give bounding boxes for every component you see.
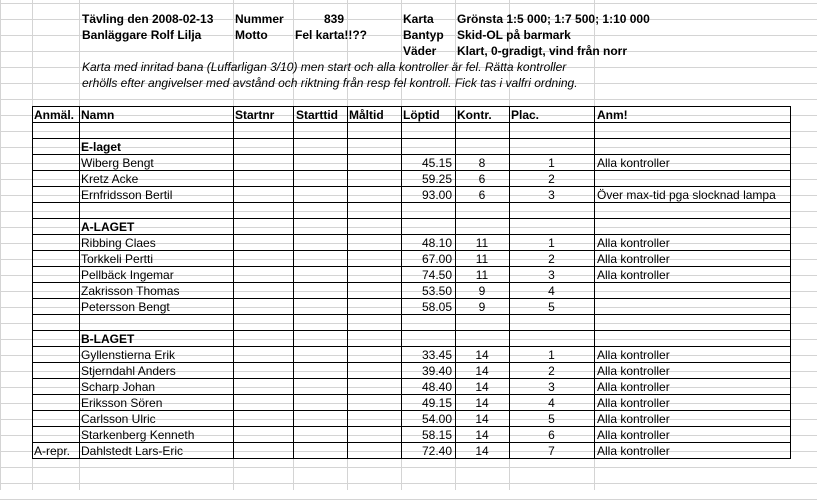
competition-date[interactable]: Tävling den 2008-02-13 xyxy=(82,12,214,26)
cell-kontr[interactable]: 9 xyxy=(478,284,486,298)
cell-loptid[interactable]: 59.25 xyxy=(421,172,452,186)
cell-plac[interactable]: 2 xyxy=(548,364,555,378)
cell-kontr[interactable]: 14 xyxy=(475,444,489,458)
cell-plac[interactable]: 1 xyxy=(548,156,555,170)
table-border-horizontal xyxy=(32,410,791,411)
cell-namn[interactable]: Dahlstedt Lars-Eric xyxy=(81,444,184,458)
cell-namn[interactable]: Kretz Acke xyxy=(81,172,139,186)
cell-loptid[interactable]: 48.40 xyxy=(421,380,452,394)
table-border-horizontal xyxy=(32,426,791,427)
cell-loptid[interactable]: 39.40 xyxy=(421,364,452,378)
cell-namn[interactable]: Petersson Bengt xyxy=(81,300,170,314)
course-type-value[interactable]: Skid-OL på barmark xyxy=(457,28,571,42)
col-anm[interactable]: Anm! xyxy=(597,108,628,122)
map-label[interactable]: Karta xyxy=(403,12,434,26)
table-border-horizontal xyxy=(32,282,791,283)
number-value[interactable]: 839 xyxy=(324,12,345,26)
cell-plac[interactable]: 2 xyxy=(548,252,555,266)
cell-plac[interactable]: 7 xyxy=(548,444,555,458)
gridline-horizontal xyxy=(0,99,817,100)
col-maltid[interactable]: Måltid xyxy=(349,108,384,122)
cell-loptid[interactable]: 67.00 xyxy=(421,252,452,266)
cell-kontr[interactable]: 14 xyxy=(475,348,489,362)
gridline-horizontal xyxy=(0,3,817,4)
table-border-horizontal xyxy=(32,186,791,187)
gridline-horizontal xyxy=(0,147,817,148)
cell-plac[interactable]: 1 xyxy=(548,348,555,362)
col-loptid[interactable]: Löptid xyxy=(403,108,440,122)
note-line-1[interactable]: Karta med inritad bana (Luffarligan 3/10) men start och alla kontroller är fel. Rätta kontroller xyxy=(82,60,567,74)
cell-anm[interactable]: Alla kontroller xyxy=(597,396,670,410)
cell-anm[interactable]: Alla kontroller xyxy=(597,348,670,362)
table-border-horizontal xyxy=(32,154,791,155)
cell-namn[interactable]: Stjerndahl Anders xyxy=(81,364,176,378)
cell-namn[interactable]: Gyllenstierna Erik xyxy=(81,348,176,362)
cell-anm[interactable]: Alla kontroller xyxy=(597,236,670,250)
cell-kontr[interactable]: 6 xyxy=(478,188,486,202)
cell-namn[interactable]: Starkenberg Kenneth xyxy=(81,428,195,442)
number-label[interactable]: Nummer xyxy=(235,12,284,26)
cell-plac[interactable]: 3 xyxy=(548,268,555,282)
col-starttid[interactable]: Starttid xyxy=(296,108,338,122)
cell-kontr[interactable]: 14 xyxy=(475,364,489,378)
table-border-horizontal xyxy=(32,330,791,331)
course-setter[interactable]: Banläggare Rolf Lilja xyxy=(82,28,202,42)
cell-plac[interactable]: 5 xyxy=(548,300,555,314)
gridline-horizontal xyxy=(0,323,817,324)
note-line-2[interactable]: erhölls efter angivelser med avstånd och riktning från resp fel kontroll. Fick tas i valfri ordning. xyxy=(82,76,578,90)
col-namn[interactable]: Namn xyxy=(81,108,115,122)
table-border-horizontal xyxy=(32,442,791,443)
cell-kontr[interactable]: 6 xyxy=(478,172,486,186)
group-title[interactable]: B-LAGET xyxy=(81,332,135,346)
cell-namn[interactable]: Carlsson Ulric xyxy=(81,412,156,426)
cell-loptid[interactable]: 53.50 xyxy=(421,284,452,298)
group-title[interactable]: E-laget xyxy=(81,140,122,154)
table-border-horizontal xyxy=(32,122,791,123)
cell-anm[interactable]: Alla kontroller xyxy=(597,252,670,266)
table-border-horizontal xyxy=(32,394,791,395)
table-border-horizontal xyxy=(32,202,791,203)
cell-kontr[interactable]: 11 xyxy=(475,236,489,250)
motto-label[interactable]: Motto xyxy=(235,28,268,42)
col-plac[interactable]: Plac. xyxy=(511,108,540,122)
cell-loptid[interactable]: 58.15 xyxy=(421,428,452,442)
cell-kontr[interactable]: 14 xyxy=(475,380,489,394)
cell-kontr[interactable]: 14 xyxy=(475,412,489,426)
gridline-horizontal xyxy=(0,467,817,468)
cell-kontr[interactable]: 14 xyxy=(475,396,489,410)
course-type-label[interactable]: Bantyp xyxy=(403,28,444,42)
cell-loptid[interactable]: 45.15 xyxy=(421,156,452,170)
table-border-horizontal xyxy=(32,138,791,139)
cell-plac[interactable]: 1 xyxy=(548,236,555,250)
cell-loptid[interactable]: 48.10 xyxy=(421,236,452,250)
cell-loptid[interactable]: 74.50 xyxy=(421,268,452,282)
cell-plac[interactable]: 2 xyxy=(548,172,555,186)
cell-kontr[interactable]: 8 xyxy=(478,156,486,170)
col-kontr[interactable]: Kontr. xyxy=(457,108,492,122)
cell-anm[interactable]: Alla kontroller xyxy=(597,268,670,282)
weather-value[interactable]: Klart, 0-gradigt, vind från norr xyxy=(457,44,628,58)
cell-plac[interactable]: 4 xyxy=(548,284,555,298)
cell-anm[interactable]: Alla kontroller xyxy=(597,412,670,426)
motto-value[interactable]: Fel karta!!?? xyxy=(295,28,368,42)
cell-namn[interactable]: Pellbäck Ingemar xyxy=(81,268,174,282)
cell-anm[interactable]: Alla kontroller xyxy=(597,428,670,442)
map-value[interactable]: Grönsta 1:5 000; 1:7 500; 1:10 000 xyxy=(457,12,650,26)
cell-namn[interactable]: Eriksson Sören xyxy=(81,396,163,410)
gridline-vertical xyxy=(0,0,1,490)
table-border-horizontal xyxy=(32,346,791,347)
table-border-horizontal xyxy=(32,362,791,363)
cell-namn[interactable]: Torkkeli Pertti xyxy=(81,252,154,266)
col-startnr[interactable]: Startnr xyxy=(235,108,275,122)
cell-plac[interactable]: 3 xyxy=(548,380,555,394)
gridline-horizontal xyxy=(0,211,817,212)
cell-kontr[interactable]: 9 xyxy=(478,300,486,314)
cell-plac[interactable]: 3 xyxy=(548,188,555,202)
cell-plac[interactable]: 6 xyxy=(548,428,555,442)
weather-label[interactable]: Väder xyxy=(403,44,437,58)
cell-plac[interactable]: 4 xyxy=(548,396,555,410)
table-border-horizontal xyxy=(32,378,791,379)
gridline-horizontal xyxy=(0,483,817,484)
cell-anmal[interactable]: A-repr. xyxy=(34,444,71,458)
table-border-horizontal xyxy=(32,266,791,267)
table-border-horizontal xyxy=(32,458,791,459)
cell-loptid[interactable]: 72.40 xyxy=(421,444,452,458)
table-border-horizontal xyxy=(32,314,791,315)
cell-anm[interactable]: Alla kontroller xyxy=(597,156,670,170)
cell-kontr[interactable]: 14 xyxy=(475,428,489,442)
table-border-horizontal xyxy=(32,298,791,299)
cell-namn[interactable]: Ernfridsson Bertil xyxy=(81,188,173,202)
cell-anm[interactable]: Alla kontroller xyxy=(597,444,670,458)
cell-namn[interactable]: Wiberg Bengt xyxy=(81,156,154,170)
cell-loptid[interactable]: 93.00 xyxy=(421,188,452,202)
table-border-horizontal xyxy=(32,250,791,251)
cell-loptid[interactable]: 58.05 xyxy=(421,300,452,314)
cell-loptid[interactable]: 49.15 xyxy=(421,396,452,410)
table-border-horizontal xyxy=(32,218,791,219)
table-border-horizontal xyxy=(32,170,791,171)
cell-kontr[interactable]: 11 xyxy=(475,252,489,266)
cell-plac[interactable]: 5 xyxy=(548,412,555,426)
table-border-horizontal xyxy=(32,106,791,107)
gridline-horizontal xyxy=(0,131,817,132)
cell-anm[interactable]: Över max-tid pga slocknad lampa xyxy=(597,188,776,202)
cell-anm[interactable]: Alla kontroller xyxy=(597,364,670,378)
cell-loptid[interactable]: 54.00 xyxy=(421,412,452,426)
cell-kontr[interactable]: 11 xyxy=(475,268,489,282)
col-anmal[interactable]: Anmäl. xyxy=(34,108,75,122)
cell-loptid[interactable]: 33.45 xyxy=(421,348,452,362)
group-title[interactable]: A-LAGET xyxy=(81,220,135,234)
cell-namn[interactable]: Zakrisson Thomas xyxy=(81,284,180,298)
cell-anm[interactable]: Alla kontroller xyxy=(597,380,670,394)
table-border-horizontal xyxy=(32,234,791,235)
cell-namn[interactable]: Scharp Johan xyxy=(81,380,156,394)
cell-namn[interactable]: Ribbing Claes xyxy=(81,236,156,250)
